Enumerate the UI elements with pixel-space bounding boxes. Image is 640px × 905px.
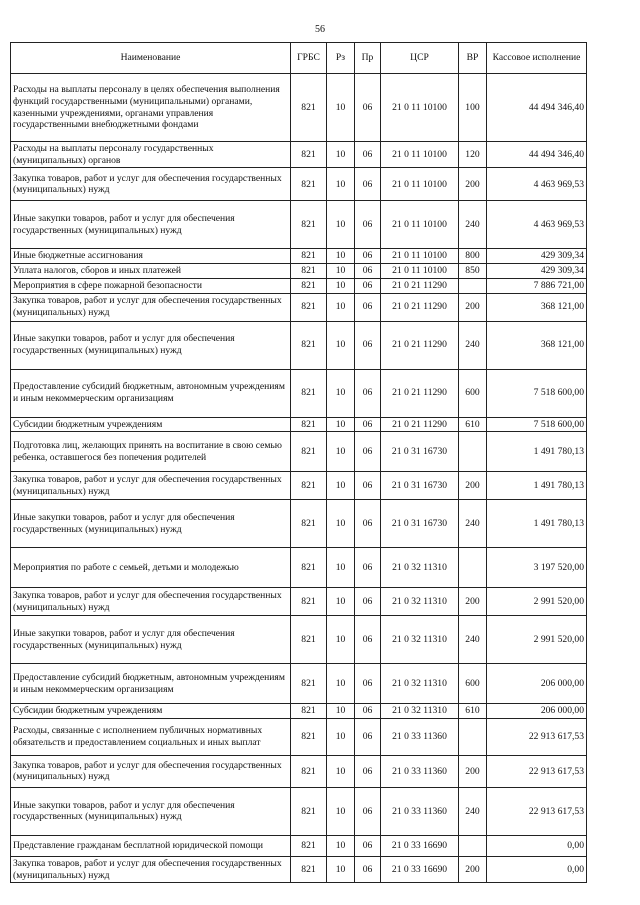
cell-csr: 21 0 31 16730: [381, 472, 459, 500]
cell-pr: 06: [355, 278, 381, 293]
cell-pr: 06: [355, 74, 381, 142]
cell-vr: 200: [459, 588, 487, 616]
cell-rz: 10: [327, 616, 355, 664]
cell-rz: 10: [327, 704, 355, 719]
cell-grbs: 821: [291, 293, 327, 321]
cell-csr: 21 0 32 11310: [381, 588, 459, 616]
cell-csr: 21 0 11 10100: [381, 264, 459, 279]
cell-amount: 0,00: [487, 835, 587, 856]
table-row: [11, 168, 587, 201]
cell-grbs: 821: [291, 278, 327, 293]
cell-vr: 100: [459, 74, 487, 142]
cell-amount: 22 913 617,53: [487, 718, 587, 755]
cell-grbs: 821: [291, 74, 327, 142]
cell-csr: 21 0 21 11290: [381, 417, 459, 432]
table-row: [11, 787, 587, 835]
cell-amount: 368 121,00: [487, 293, 587, 321]
cell-grbs: 821: [291, 417, 327, 432]
header-csr: ЦСР: [381, 43, 459, 74]
cell-pr: 06: [355, 417, 381, 432]
cell-pr: 06: [355, 835, 381, 856]
cell-name: Расходы, связанные с исполнением публичных нормативных обязательств и предоставлением социальных и иных выплат: [11, 718, 291, 755]
cell-name: Закупка товаров, работ и услуг для обеспечения государственных (муниципальных) нужд: [11, 293, 291, 321]
cell-vr: 240: [459, 321, 487, 369]
cell-name: Подготовка лиц, желающих принять на воспитание в свою семью ребенка, оставшегося без попечения родителей: [11, 432, 291, 472]
cell-pr: 06: [355, 718, 381, 755]
cell-rz: 10: [327, 142, 355, 168]
cell-csr: 21 0 33 16690: [381, 835, 459, 856]
cell-name: Уплата налогов, сборов и иных платежей: [11, 264, 291, 279]
cell-grbs: 821: [291, 616, 327, 664]
cell-rz: 10: [327, 432, 355, 472]
cell-amount: 1 491 780,13: [487, 432, 587, 472]
budget-table: [10, 42, 587, 883]
cell-vr: [459, 718, 487, 755]
table-row: [11, 432, 587, 472]
cell-name: Предоставление субсидий бюджетным, автономным учреждениям и иным некоммерческим организациям: [11, 664, 291, 704]
table-row: [11, 74, 587, 142]
table-row: [11, 856, 587, 882]
cell-amount: 22 913 617,53: [487, 755, 587, 787]
cell-rz: 10: [327, 856, 355, 882]
cell-rz: 10: [327, 718, 355, 755]
cell-csr: 21 0 33 11360: [381, 755, 459, 787]
cell-vr: 850: [459, 264, 487, 279]
table-row: [11, 321, 587, 369]
cell-vr: [459, 548, 487, 588]
cell-csr: 21 0 32 11310: [381, 704, 459, 719]
cell-grbs: 821: [291, 432, 327, 472]
cell-rz: 10: [327, 472, 355, 500]
cell-grbs: 821: [291, 249, 327, 264]
table-row: [11, 417, 587, 432]
header-grbs: ГРБС: [291, 43, 327, 74]
cell-rz: 10: [327, 264, 355, 279]
cell-name: Иные закупки товаров, работ и услуг для обеспечения государственных (муниципальных) нужд: [11, 616, 291, 664]
cell-pr: 06: [355, 142, 381, 168]
cell-pr: 06: [355, 755, 381, 787]
cell-grbs: 821: [291, 548, 327, 588]
cell-amount: 3 197 520,00: [487, 548, 587, 588]
cell-name: Закупка товаров, работ и услуг для обеспечения государственных (муниципальных) нужд: [11, 856, 291, 882]
cell-amount: 44 494 346,40: [487, 74, 587, 142]
table-row: [11, 835, 587, 856]
cell-vr: 200: [459, 472, 487, 500]
table-row: [11, 548, 587, 588]
cell-grbs: 821: [291, 787, 327, 835]
cell-pr: 06: [355, 321, 381, 369]
cell-vr: 200: [459, 755, 487, 787]
table-row: [11, 369, 587, 417]
cell-grbs: 821: [291, 704, 327, 719]
cell-grbs: 821: [291, 201, 327, 249]
cell-name: Иные закупки товаров, работ и услуг для обеспечения государственных (муниципальных) нужд: [11, 787, 291, 835]
cell-vr: 610: [459, 704, 487, 719]
cell-amount: 7 886 721,00: [487, 278, 587, 293]
cell-rz: 10: [327, 293, 355, 321]
cell-name: Закупка товаров, работ и услуг для обеспечения государственных (муниципальных) нужд: [11, 472, 291, 500]
cell-csr: 21 0 31 16730: [381, 500, 459, 548]
header-amount: Кассовое исполнение: [487, 43, 587, 74]
cell-grbs: 821: [291, 755, 327, 787]
cell-amount: 0,00: [487, 856, 587, 882]
cell-amount: 1 491 780,13: [487, 472, 587, 500]
cell-name: Мероприятия в сфере пожарной безопасности: [11, 278, 291, 293]
cell-vr: 800: [459, 249, 487, 264]
cell-name: Закупка товаров, работ и услуг для обеспечения государственных (муниципальных) нужд: [11, 168, 291, 201]
cell-vr: [459, 278, 487, 293]
table-row: [11, 588, 587, 616]
cell-grbs: 821: [291, 168, 327, 201]
table-row: [11, 201, 587, 249]
cell-name: Расходы на выплаты персоналу государственных (муниципальных) органов: [11, 142, 291, 168]
header-vr: ВР: [459, 43, 487, 74]
table-row: [11, 249, 587, 264]
cell-amount: 429 309,34: [487, 249, 587, 264]
cell-rz: 10: [327, 755, 355, 787]
cell-vr: 200: [459, 168, 487, 201]
cell-amount: 7 518 600,00: [487, 417, 587, 432]
cell-rz: 10: [327, 500, 355, 548]
cell-csr: 21 0 21 11290: [381, 278, 459, 293]
page-number: 56: [315, 24, 325, 35]
cell-name: Иные закупки товаров, работ и услуг для обеспечения государственных (муниципальных) нужд: [11, 201, 291, 249]
cell-name: Мероприятия по работе с семьей, детьми и молодежью: [11, 548, 291, 588]
cell-vr: [459, 835, 487, 856]
cell-pr: 06: [355, 201, 381, 249]
cell-vr: 600: [459, 369, 487, 417]
cell-amount: 7 518 600,00: [487, 369, 587, 417]
cell-pr: 06: [355, 588, 381, 616]
cell-csr: 21 0 21 11290: [381, 293, 459, 321]
cell-csr: 21 0 21 11290: [381, 321, 459, 369]
cell-grbs: 821: [291, 664, 327, 704]
header-name: Наименование: [11, 43, 291, 74]
cell-pr: 06: [355, 616, 381, 664]
cell-pr: 06: [355, 704, 381, 719]
cell-csr: 21 0 11 10100: [381, 142, 459, 168]
header-row: [11, 43, 587, 74]
cell-rz: 10: [327, 835, 355, 856]
cell-csr: 21 0 11 10100: [381, 201, 459, 249]
cell-name: Субсидии бюджетным учреждениям: [11, 704, 291, 719]
cell-rz: 10: [327, 664, 355, 704]
cell-pr: 06: [355, 664, 381, 704]
cell-grbs: 821: [291, 588, 327, 616]
cell-name: Расходы на выплаты персоналу в целях обеспечения выполнения функций государственными (муниципальными) органами, казенными учреждениями, органами управления государственными внебюджетными фондами: [11, 74, 291, 142]
table-row: [11, 755, 587, 787]
cell-rz: 10: [327, 787, 355, 835]
table-row: [11, 293, 587, 321]
cell-rz: 10: [327, 588, 355, 616]
cell-csr: 21 0 33 16690: [381, 856, 459, 882]
cell-amount: 206 000,00: [487, 704, 587, 719]
cell-csr: 21 0 21 11290: [381, 369, 459, 417]
cell-amount: 4 463 969,53: [487, 168, 587, 201]
cell-grbs: 821: [291, 500, 327, 548]
cell-grbs: 821: [291, 142, 327, 168]
table-row: [11, 718, 587, 755]
cell-vr: 600: [459, 664, 487, 704]
table-row: [11, 142, 587, 168]
table-row: [11, 264, 587, 279]
cell-rz: 10: [327, 369, 355, 417]
table-row: [11, 616, 587, 664]
cell-grbs: 821: [291, 835, 327, 856]
cell-csr: 21 0 32 11310: [381, 548, 459, 588]
cell-grbs: 821: [291, 264, 327, 279]
cell-rz: 10: [327, 417, 355, 432]
table-row: [11, 664, 587, 704]
table-row: [11, 704, 587, 719]
cell-pr: 06: [355, 369, 381, 417]
header-rz: Рз: [327, 43, 355, 74]
cell-name: Субсидии бюджетным учреждениям: [11, 417, 291, 432]
cell-vr: 610: [459, 417, 487, 432]
cell-grbs: 821: [291, 856, 327, 882]
cell-name: Представление гражданам бесплатной юридической помощи: [11, 835, 291, 856]
cell-rz: 10: [327, 74, 355, 142]
table-row: [11, 278, 587, 293]
cell-pr: 06: [355, 249, 381, 264]
cell-csr: 21 0 11 10100: [381, 74, 459, 142]
cell-vr: 120: [459, 142, 487, 168]
cell-name: Иные бюджетные ассигнования: [11, 249, 291, 264]
cell-name: Закупка товаров, работ и услуг для обеспечения государственных (муниципальных) нужд: [11, 588, 291, 616]
cell-amount: 368 121,00: [487, 321, 587, 369]
cell-vr: 240: [459, 787, 487, 835]
header-pr: Пр: [355, 43, 381, 74]
cell-name: Предоставление субсидий бюджетным, автономным учреждениям и иным некоммерческим организациям: [11, 369, 291, 417]
cell-pr: 06: [355, 787, 381, 835]
cell-pr: 06: [355, 168, 381, 201]
cell-name: Иные закупки товаров, работ и услуг для обеспечения государственных (муниципальных) нужд: [11, 500, 291, 548]
cell-pr: 06: [355, 432, 381, 472]
cell-pr: 06: [355, 548, 381, 588]
cell-grbs: 821: [291, 321, 327, 369]
cell-rz: 10: [327, 548, 355, 588]
cell-amount: 22 913 617,53: [487, 787, 587, 835]
cell-pr: 06: [355, 264, 381, 279]
cell-amount: 44 494 346,40: [487, 142, 587, 168]
cell-vr: [459, 432, 487, 472]
cell-csr: 21 0 11 10100: [381, 249, 459, 264]
cell-csr: 21 0 11 10100: [381, 168, 459, 201]
cell-csr: 21 0 31 16730: [381, 432, 459, 472]
cell-vr: 200: [459, 856, 487, 882]
cell-amount: 2 991 520,00: [487, 588, 587, 616]
cell-pr: 06: [355, 856, 381, 882]
cell-amount: 429 309,34: [487, 264, 587, 279]
table-row: [11, 472, 587, 500]
cell-amount: 2 991 520,00: [487, 616, 587, 664]
cell-name: Иные закупки товаров, работ и услуг для обеспечения государственных (муниципальных) нужд: [11, 321, 291, 369]
cell-pr: 06: [355, 293, 381, 321]
cell-rz: 10: [327, 168, 355, 201]
cell-vr: 240: [459, 201, 487, 249]
cell-pr: 06: [355, 472, 381, 500]
cell-grbs: 821: [291, 472, 327, 500]
cell-csr: 21 0 33 11360: [381, 787, 459, 835]
cell-rz: 10: [327, 278, 355, 293]
cell-grbs: 821: [291, 369, 327, 417]
cell-rz: 10: [327, 201, 355, 249]
cell-grbs: 821: [291, 718, 327, 755]
cell-rz: 10: [327, 321, 355, 369]
cell-csr: 21 0 32 11310: [381, 664, 459, 704]
cell-pr: 06: [355, 500, 381, 548]
cell-amount: 206 000,00: [487, 664, 587, 704]
cell-vr: 240: [459, 616, 487, 664]
cell-name: Закупка товаров, работ и услуг для обеспечения государственных (муниципальных) нужд: [11, 755, 291, 787]
cell-csr: 21 0 32 11310: [381, 616, 459, 664]
table-row: [11, 500, 587, 548]
cell-rz: 10: [327, 249, 355, 264]
cell-vr: 200: [459, 293, 487, 321]
cell-amount: 4 463 969,53: [487, 201, 587, 249]
cell-csr: 21 0 33 11360: [381, 718, 459, 755]
cell-vr: 240: [459, 500, 487, 548]
cell-amount: 1 491 780,13: [487, 500, 587, 548]
